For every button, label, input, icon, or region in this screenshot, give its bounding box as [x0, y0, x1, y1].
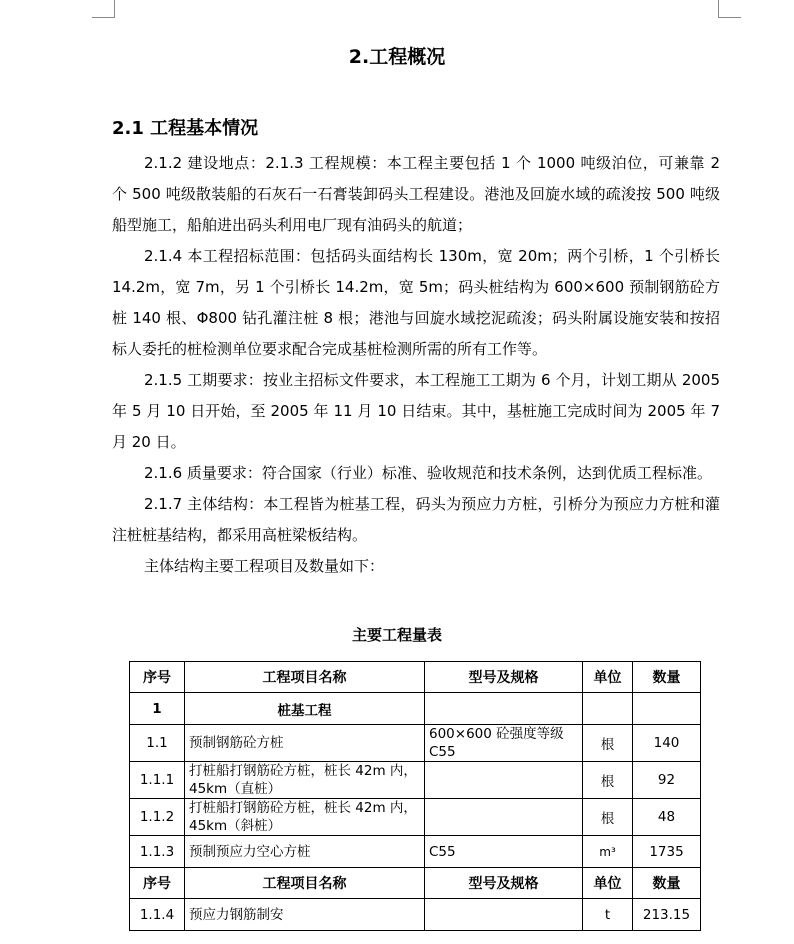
cell-qty: 140 — [633, 725, 701, 762]
table-header-row — [130, 868, 701, 899]
cell-unit: 根 — [583, 725, 633, 762]
cell-unit: 根 — [583, 799, 633, 836]
cell-qty: 48 — [633, 799, 701, 836]
cell-no: 1.1.1 — [130, 762, 185, 799]
header-cell: 数量 — [633, 868, 701, 899]
crop-mark — [718, 0, 719, 18]
paragraph: 2.1.5 工期要求：按业主招标文件要求，本工程施工工期为 6 个月，计划工期从 2005 年 5 月 10 日开始，至 2005 年 11 月 10 日结束。其中，基桩施工完成时间为 2005 年 7 月 20 日。 — [112, 371, 720, 451]
page-title: 2.工程概况 — [348, 46, 446, 68]
cell-unit — [583, 693, 633, 725]
quantity-table — [129, 661, 701, 931]
cell-unit: t — [583, 899, 633, 931]
table-row — [130, 899, 701, 931]
crop-mark — [92, 17, 115, 18]
paragraph: 2.1.2 建设地点：2.1.3 工程规模：本工程主要包括 1 个 1000 吨级泊位，可兼靠 2 个 500 吨级散装船的石灰石一石膏装卸码头工程建设。港池及回旋水域的疏浚按 500 吨级船型施工，船舶进出码头利用电厂现有油码头的航道； — [112, 154, 720, 234]
header-cell: 工程项目名称 — [185, 662, 425, 693]
header-cell: 单位 — [583, 868, 633, 899]
body-text — [112, 148, 720, 582]
table-row — [130, 762, 701, 799]
cell-spec — [425, 762, 583, 799]
cell-name: 打桩船打钢筋砼方桩，桩长 42m 内，45km（斜桩） — [185, 799, 425, 836]
cell-qty: 1735 — [633, 836, 701, 868]
paragraph: 主体结构主要工程项目及数量如下： — [144, 557, 385, 575]
cell-unit: m³ — [583, 836, 633, 868]
cell-name: 预应力钢筋制安 — [185, 899, 425, 931]
paragraph: 2.1.6 质量要求：符合国家（行业）标准、验收规范和技术条例，达到优质工程标准。 — [144, 464, 712, 482]
paragraph: 2.1.4 本工程招标范围：包括码头面结构长 130m，宽 20m；两个引桥，1 个引桥长 14.2m，宽 7m，另 1 个引桥长 14.2m，宽 5m；码头桩结构为 600×600 预制钢筋砼方桩 140 根、Φ800 钻孔灌注桩 8 根；港池与回旋水域挖泥疏浚；码头附属设施安装和按招标人委托的桩检测单位要求配合完成基桩检测所需的所有工作等。 — [112, 247, 720, 358]
table-row — [130, 836, 701, 868]
header-cell: 单位 — [583, 662, 633, 693]
header-cell: 型号及规格 — [425, 662, 583, 693]
cell-unit: 根 — [583, 762, 633, 799]
cell-name: 预制预应力空心方桩 — [185, 836, 425, 868]
cell-no: 1.1.4 — [130, 899, 185, 931]
cell-name: 预制钢筋砼方桩 — [185, 725, 425, 762]
cell-no: 1.1.3 — [130, 836, 185, 868]
cell-spec — [425, 799, 583, 836]
table-header-row — [130, 662, 701, 693]
cell-no: 1.1.2 — [130, 799, 185, 836]
cell-qty: 92 — [633, 762, 701, 799]
crop-mark — [718, 17, 741, 18]
cell-no: 1 — [130, 693, 185, 725]
header-cell: 数量 — [633, 662, 701, 693]
cell-spec: 600×600 砼强度等级C55 — [425, 725, 583, 762]
table-row — [130, 799, 701, 836]
cell-qty — [633, 693, 701, 725]
crop-mark — [114, 0, 115, 18]
cell-name: 打桩船打钢筋砼方桩，桩长 42m 内，45km（直桩） — [185, 762, 425, 799]
cell-spec — [425, 899, 583, 931]
header-cell: 工程项目名称 — [185, 868, 425, 899]
table-title: 主要工程量表 — [351, 626, 442, 644]
section-title: 2.1 工程基本情况 — [112, 118, 259, 139]
table-row — [130, 693, 701, 725]
header-cell: 型号及规格 — [425, 868, 583, 899]
table-row — [130, 725, 701, 762]
paragraph: 2.1.7 主体结构：本工程皆为桩基工程，码头为预应力方桩，引桥分为预应力方桩和灌注桩桩基结构，都采用高桩梁板结构。 — [112, 495, 720, 544]
cell-qty: 213.15 — [633, 899, 701, 931]
header-cell: 序号 — [130, 868, 185, 899]
cell-spec — [425, 693, 583, 725]
cell-name: 桩基工程 — [185, 693, 425, 725]
cell-no: 1.1 — [130, 725, 185, 762]
header-cell: 序号 — [130, 662, 185, 693]
cell-spec: C55 — [425, 836, 583, 868]
